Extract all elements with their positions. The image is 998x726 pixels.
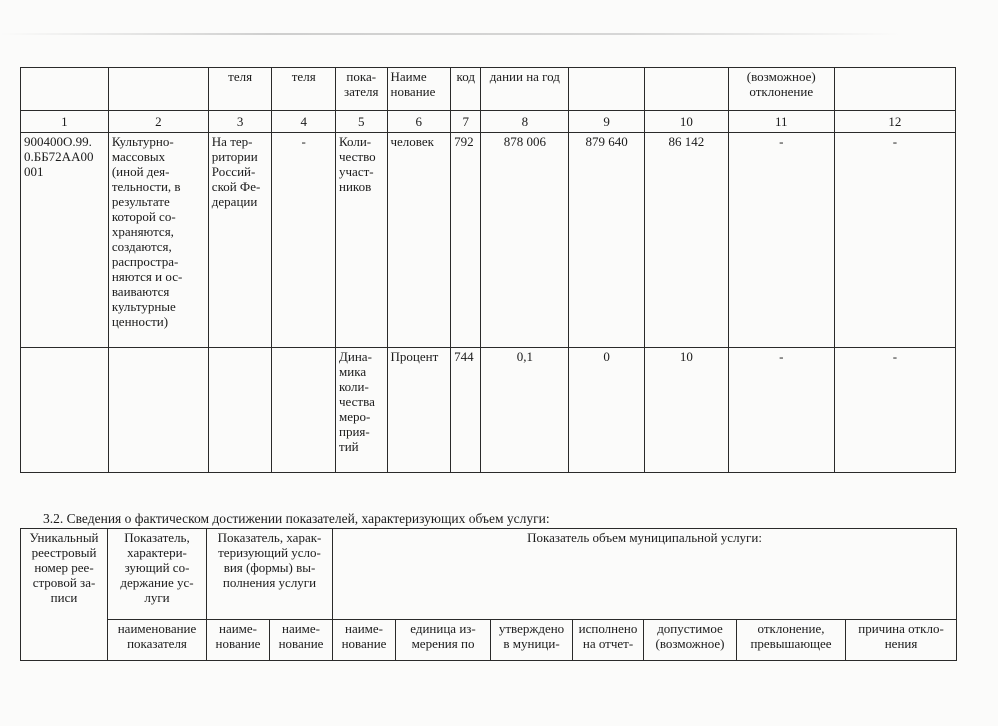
header-cell: (возможное) отклонение	[728, 68, 834, 111]
column-number: 6	[387, 111, 451, 133]
subheader-cell: единица из- мерения по	[396, 620, 491, 661]
header-cell	[644, 68, 728, 111]
header-cell: код	[451, 68, 481, 111]
subheader-cell: наиме- нование	[333, 620, 396, 661]
indicator-name-cell: Дина- мика коли- чества меро- прия- тий	[336, 348, 387, 473]
column-number: 5	[336, 111, 387, 133]
executed-value-cell: 879 640	[569, 133, 645, 348]
column-numbers-row	[21, 111, 956, 133]
reason-cell: -	[834, 133, 955, 348]
empty-cell	[272, 348, 336, 473]
allowed-deviation-cell: 10	[644, 348, 728, 473]
service-conditions-cell: На тер- ритории Россий- ской Фе- дерации	[208, 133, 272, 348]
table-header-row	[21, 68, 956, 111]
subheader-cell: наиме- нование	[207, 620, 270, 661]
table-subheader-row	[21, 620, 957, 661]
allowed-deviation-cell: 86 142	[644, 133, 728, 348]
table-row	[21, 133, 956, 348]
header-cell	[21, 68, 109, 111]
unit-cell: человек	[387, 133, 451, 348]
header-cell: пока- зателя	[336, 68, 387, 111]
volume-indicator-header: Показатель объем муниципальной услуги:	[333, 529, 957, 620]
deviation-cell: -	[728, 348, 834, 473]
service-content-header: Показатель, характери- зующий со- держание ус- луги	[108, 529, 207, 620]
unit-cell: Процент	[387, 348, 451, 473]
header-cell: теля	[272, 68, 336, 111]
deviation-cell: -	[728, 133, 834, 348]
approved-value-cell: 878 006	[481, 133, 569, 348]
subheader-cell: наименование показателя	[108, 620, 207, 661]
column-number: 10	[644, 111, 728, 133]
subheader-cell: причина откло- нения	[846, 620, 957, 661]
table-row	[21, 348, 956, 473]
header-cell	[108, 68, 208, 111]
approved-value-cell: 0,1	[481, 348, 569, 473]
code-cell: 792	[451, 133, 481, 348]
column-number: 1	[21, 111, 109, 133]
service-conditions-header: Показатель, харак- теризующий усло- вия (формы) вы- полнения услуги	[207, 529, 333, 620]
indicator-name-cell: Коли- чество участ- ников	[336, 133, 387, 348]
registry-number-cell: 900400О.99. 0.ББ72АА00 001	[21, 133, 109, 348]
header-cell	[569, 68, 645, 111]
reason-cell: -	[834, 348, 955, 473]
subheader-cell: наиме- нование	[270, 620, 333, 661]
subheader-cell: допустимое (возможное)	[644, 620, 737, 661]
empty-cell	[21, 348, 109, 473]
empty-cell	[208, 348, 272, 473]
section-caption: 3.2. Сведения о фактическом достижении показателей, характеризующих объем услуги:	[43, 511, 550, 526]
column-number: 12	[834, 111, 955, 133]
subheader-cell: отклонение, превышающее	[737, 620, 846, 661]
subheader-cell: исполнено на отчет-	[573, 620, 644, 661]
header-cell: Наиме нование	[387, 68, 451, 111]
subheader-cell: утверждено в муници-	[491, 620, 573, 661]
column-number: 4	[272, 111, 336, 133]
column-number: 3	[208, 111, 272, 133]
empty-cell	[108, 348, 208, 473]
registry-number-header: Уникальный реестровый номер рее- стровой за- писи	[21, 529, 108, 661]
column-number: 7	[451, 111, 481, 133]
executed-value-cell: 0	[569, 348, 645, 473]
table-header-row	[21, 529, 957, 620]
header-cell: теля	[208, 68, 272, 111]
empty-value-cell: -	[272, 133, 336, 348]
header-cell: дании на год	[481, 68, 569, 111]
header-cell	[834, 68, 955, 111]
column-number: 9	[569, 111, 645, 133]
volume-indicators-table	[20, 528, 957, 661]
code-cell: 744	[451, 348, 481, 473]
column-number: 8	[481, 111, 569, 133]
column-number: 11	[728, 111, 834, 133]
service-content-cell: Культурно- массовых (иной дея- тельности, в результате которой со- храняются, создаются, распростра- няются и ос- ваиваются культурные ценности)	[108, 133, 208, 348]
indicators-table	[20, 67, 956, 473]
scan-artifact-line	[0, 33, 900, 35]
column-number: 2	[108, 111, 208, 133]
